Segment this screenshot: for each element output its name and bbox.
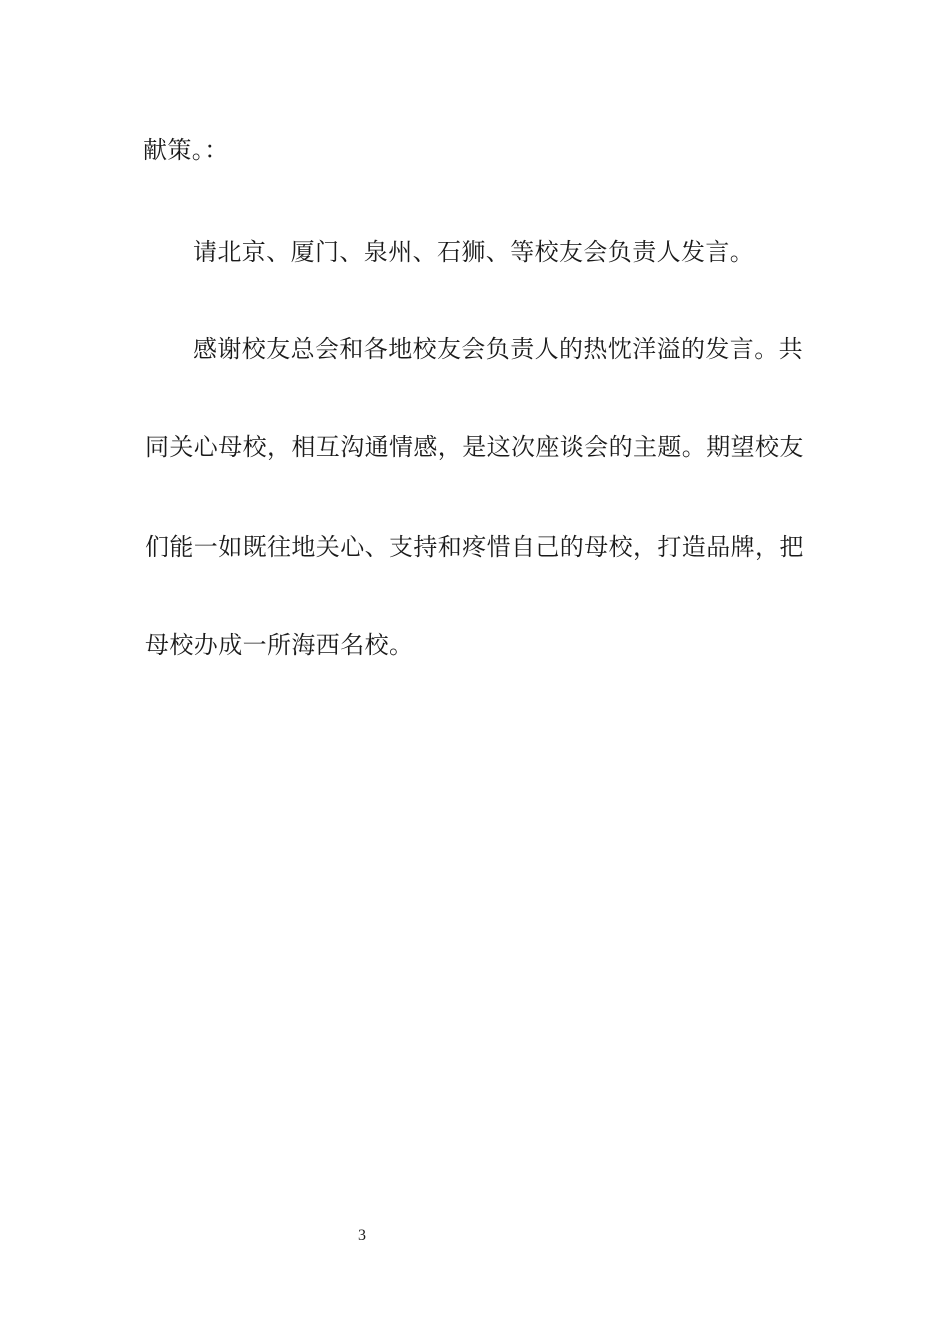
text-line: 母校办成一所海西名校。 [145,633,414,659]
text-line: 同关心母校，相互沟通情感，是这次座谈会的主题。期望校友 [145,435,804,461]
text-line: 献策。： [143,138,229,164]
text-line: 请北京、厦门、泉州、石狮、等校友会负责人发言。 [193,240,755,266]
text-line: 们能一如既往地关心、支持和疼惜自己的母校，打造品牌，把 [145,535,804,561]
text-line: 感谢校友总会和各地校友会负责人的热忱洋溢的发言。共 [193,337,803,363]
page-number: 3 [358,1227,366,1244]
